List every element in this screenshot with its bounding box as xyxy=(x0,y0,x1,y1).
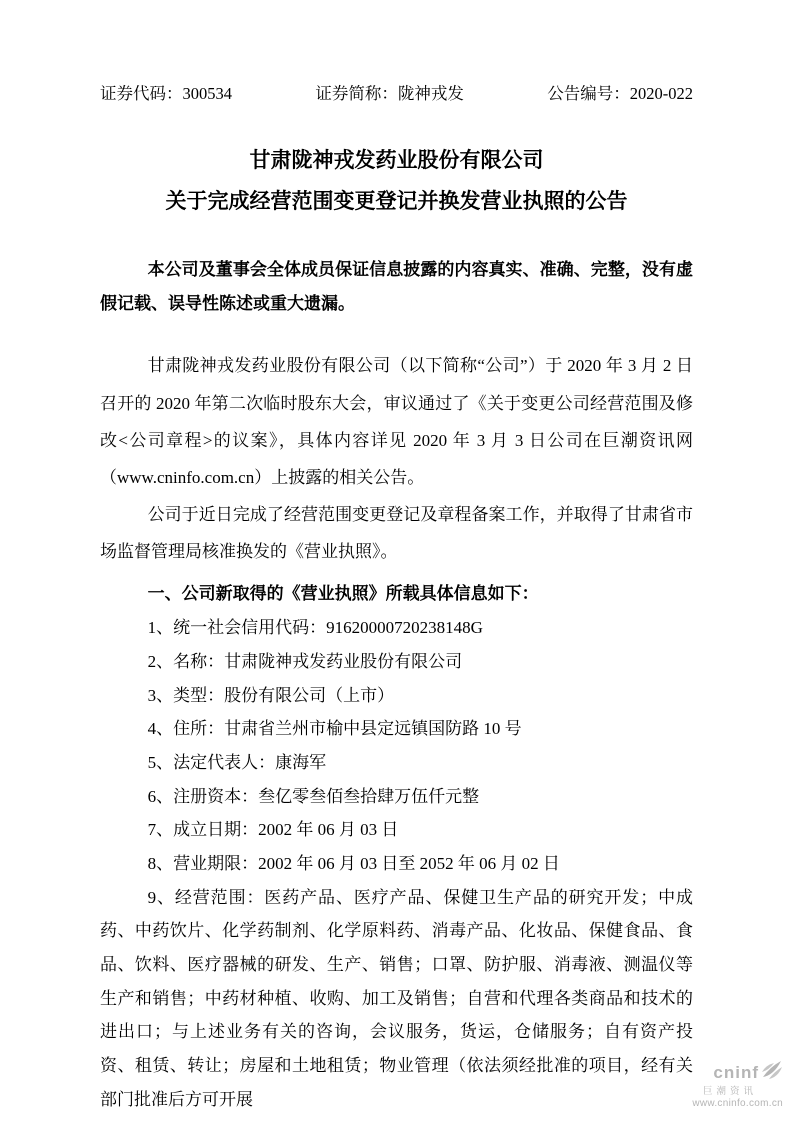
cninfo-logo-url: www.cninfo.com.cn xyxy=(692,1097,783,1109)
license-item-9: 9、经营范围：医药产品、医疗产品、保健卫生产品的研究开发；中成药、中药饮片、化学药制剂、化学原料药、消毒产品、化妆品、保健食品、食品、饮料、医疗器械的研发、生产、销售；口罩、防护服、消毒液、测温仪等生产和销售；中药材种植、收购、加工及销售；自营和代理各类商品和技术的进出口；与上述业务有关的咨询，会议服务，货运，仓储服务；自有资产投资、租赁、转让；房屋和土地租赁；物业管理（依法须经批准的项目，经有关部门批准后方可开展 xyxy=(100,887,693,1109)
cninfo-logo xyxy=(692,1060,783,1110)
license-item-7: 7、成立日期：2002 年 06 月 03 日 xyxy=(147,820,399,840)
body-paragraph-1: 甘肃陇神戎发药业股份有限公司（以下简称“公司”）于 2020 年 3 月 2 日召开的 2020 年第二次临时股东大会，审议通过了《关于变更公司经营范围及修改<公司章程>的议案》，具体内容详见 2020 年 3 月 3 日公司在巨潮资讯网（www.cninfo.com.cn）上披露的相关公告。 xyxy=(100,356,693,487)
license-item-2: 2、名称：甘肃陇神戎发药业股份有限公司 xyxy=(147,652,463,672)
license-item-6: 6、注册资本：叁亿零叁佰叁拾肆万伍仟元整 xyxy=(147,786,480,806)
announcement-number: 公告编号：2020-022 xyxy=(547,84,693,103)
document-header xyxy=(100,84,693,104)
section-heading: 一、公司新取得的《营业执照》所载具体信息如下： xyxy=(147,583,539,603)
body-paragraph-2: 公司于近日完成了经营范围变更登记及章程备案工作，并取得了甘肃省市场监督管理局核准换发的《营业执照》。 xyxy=(100,504,693,561)
stock-code: 证券代码：300534 xyxy=(100,84,232,103)
license-item-1: 1、统一社会信用代码：91620000720238148G xyxy=(147,618,483,638)
license-item-4: 4、住所：甘肃省兰州市榆中县定远镇国防路 10 号 xyxy=(147,719,522,739)
cninfo-swirl-icon xyxy=(761,1060,783,1085)
license-item-3: 3、类型：股份有限公司（上市） xyxy=(147,685,395,705)
cninfo-logo-cn-name: 巨潮资讯 xyxy=(702,1085,757,1097)
cninfo-logo-text: cninf xyxy=(713,1063,759,1083)
license-item-5: 5、法定代表人：康海军 xyxy=(147,753,327,773)
license-item-8: 8、营业期限：2002 年 06 月 03 日至 2052 年 06 月 02 日 xyxy=(147,854,560,874)
stock-name: 证券简称：陇神戎发 xyxy=(315,84,464,103)
document-title: 甘肃陇神戎发药业股份有限公司 xyxy=(249,147,544,172)
document-subtitle: 关于完成经营范围变更登记并换发营业执照的公告 xyxy=(165,189,628,214)
declaration-paragraph: 本公司及董事会全体成员保证信息披露的内容真实、准确、完整，没有虚假记载、误导性陈述或重大遗漏。 xyxy=(100,260,693,314)
cninfo-logo-row xyxy=(692,1060,783,1085)
